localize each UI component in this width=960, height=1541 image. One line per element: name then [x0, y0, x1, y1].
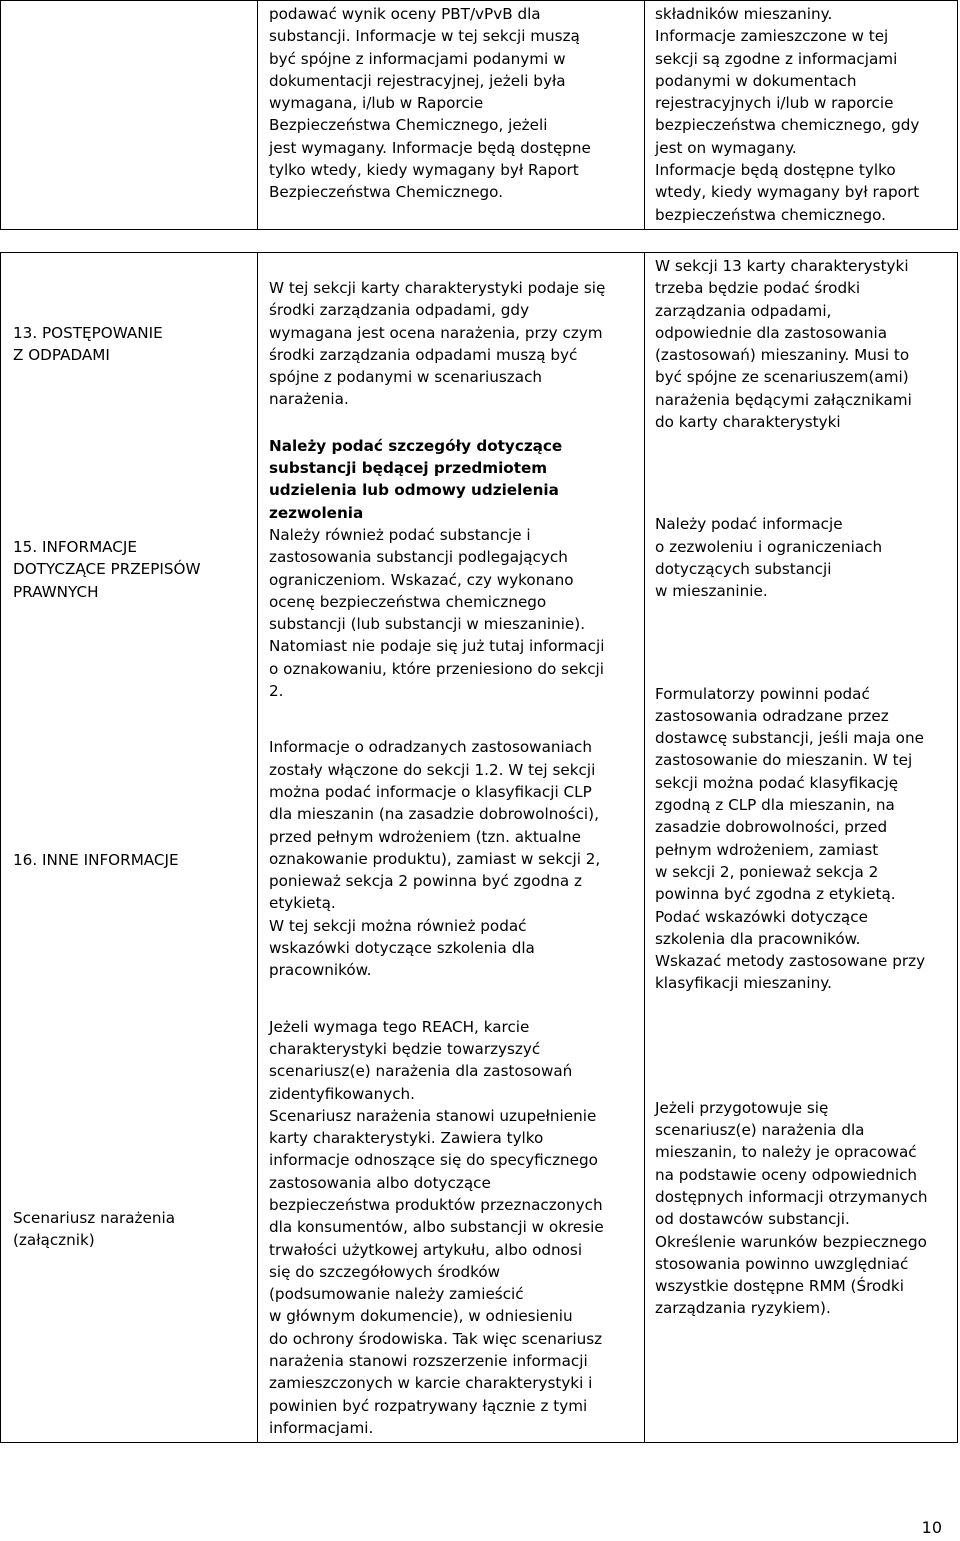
right-annex-text: Jeżeli przygotowuje się scenariusz(e) narażenia dla mieszanin, to należy je opracować na podstawie oceny odpowiednich dostępnych informacji otrzymanych od dostawców substancji. Określenie warunków bezpiecznego stosowania powinno uwzględniać wszystkie dostępne RMM (Środki zarządzania ryzykiem). [655, 1098, 928, 1318]
continuation-table [0, 0, 958, 230]
cell-right-continued [645, 1, 958, 230]
section-16-text-b: W tej sekcji można również podać wskazówki dotyczące szkolenia dla pracowników. [269, 916, 535, 980]
right-content-cell [645, 253, 958, 1443]
section-16-text-a: Informacje o odradzanych zastosowaniach zostały włączone do sekcji 1.2. W tej sekcji można podać informacje o klasyfikacji CLP dla mieszanin (na zasadzie dobrowolności), przed pełnym wdrożeniem (tzn. aktualne oznakowanie produktu), zamiast w sekcji 2, ponieważ sekcja 2 powinna być zgodna z etykietą. [269, 738, 601, 913]
section-13-text: W tej sekcji karty charakterystyki podaje się środki zarządzania odpadami, gdy wymagana jest ocena narażenia, przy czym środki zarządzania odpadami muszą być spójne z podanymi w scenariuszach narażenia. [269, 279, 606, 409]
section-15-text: Należy również podać substancje i zastosowania substancji podlegających ograniczeniom. Wskazać, czy wykonano ocenę bezpieczeństwa chemicznego substancji (lub substancji w mieszaninie). Natomiast nie podaje się już tutaj informacji o oznakowaniu, które przeniesiono do sekcji 2. [269, 525, 605, 701]
annex-text-a: Jeżeli wymaga tego REACH, karcie charakterystyki będzie towarzyszyć scenariusz(e) narażenia dla zastosowań zidentyfikowanych. [269, 1017, 573, 1103]
page-number: 10 [921, 1518, 942, 1537]
sections-table [0, 252, 958, 1443]
right-section-15-text: Należy podać informacje o zezwoleniu i ograniczeniach dotyczących substancji w mieszaninie. [655, 515, 883, 601]
middle-continued-text: podawać wynik oceny PBT/vPvB dla substancji. Informacje w tej sekcji muszą być spójne z informacjami podanymi w dokumentacji rejestracyjnej, jeżeli była wymagana, i/lub w Raporcie Bezpieczeństwa Chemicznego, jeżeli jest wymagany. Informacje będą dostępne tylko wtedy, kiedy wymagany był Raport Bezpieczeństwa Chemicznego. [269, 5, 591, 202]
section-16-title: 16. INNE INFORMACJE [13, 851, 179, 869]
right-continued-text: składników mieszaniny. Informacje zamieszczone w tej sekcji są zgodne z informacjami podanymi w dokumentach rejestracyjnych i/lub w raporcie bezpieczeństwa chemicznego, gdy jest on wymagany. Informacje będą dostępne tylko wtedy, kiedy wymagany był raport bezpieczeństwa chemicznego. [655, 5, 920, 224]
section-names-cell [1, 253, 258, 1443]
section-15-bold-text: Należy podać szczegóły dotyczące substancji będącej przedmiotem udzielenia lub odmowy udzielenia zezwolenia [269, 436, 563, 522]
section-cell-empty [1, 1, 258, 230]
annex-text-b: Scenariusz narażenia stanowi uzupełnienie karty charakterystyki. Zawiera tylko informacje odnoszące się do specyficznego zastosowania albo dotyczące bezpieczeństwa produktów przeznaczonych dla konsumentów, albo substancji w okresie trwałości użytkowej artykułu, albo odnosi się do szczegółowych środków (podsumowanie należy zamieścić w głównym dokumencie), w odniesieniu do ochrony środowiska. Tak więc scenariusz narażenia stanowi rozszerzenie informacji zamieszczonych w karcie charakterystyki i powinien być rozpatrywany łącznie z tymi informacjami. [269, 1106, 604, 1437]
cell-middle-continued [258, 1, 645, 230]
middle-content-cell [258, 253, 645, 1443]
section-13-title: 13. POSTĘPOWANIE Z ODPADAMI [13, 324, 163, 365]
right-section-16-text: Formulatorzy powinni podać zastosowania odradzane przez dostawcę substancji, jeśli maja one zastosowanie do mieszanin. W tej sekcji można podać klasyfikację zgodną z CLP dla mieszanin, na zasadzie dobrowolności, przed pełnym wdrożeniem, zamiast w sekcji 2, ponieważ sekcja 2 powinna być zgodna z etykietą. Podać wskazówki dotyczące szkolenia dla pracowników. Wskazać metody zastosowane przy klasyfikacji mieszaniny. [655, 684, 926, 993]
section-15-title: 15. INFORMACJE DOTYCZĄCE PRZEPISÓW PRAWNYCH [13, 538, 201, 601]
right-section-13-text: W sekcji 13 karty charakterystyki trzeba będzie podać środki zarządzania odpadami, odpowiednie dla zastosowania (zastosowań) mieszaniny. Musi to być spójne ze scenariuszem(ami) narażenia będącymi załącznikami do karty charakterystyki [655, 257, 912, 432]
annex-title: Scenariusz narażenia (załącznik) [13, 1209, 176, 1250]
